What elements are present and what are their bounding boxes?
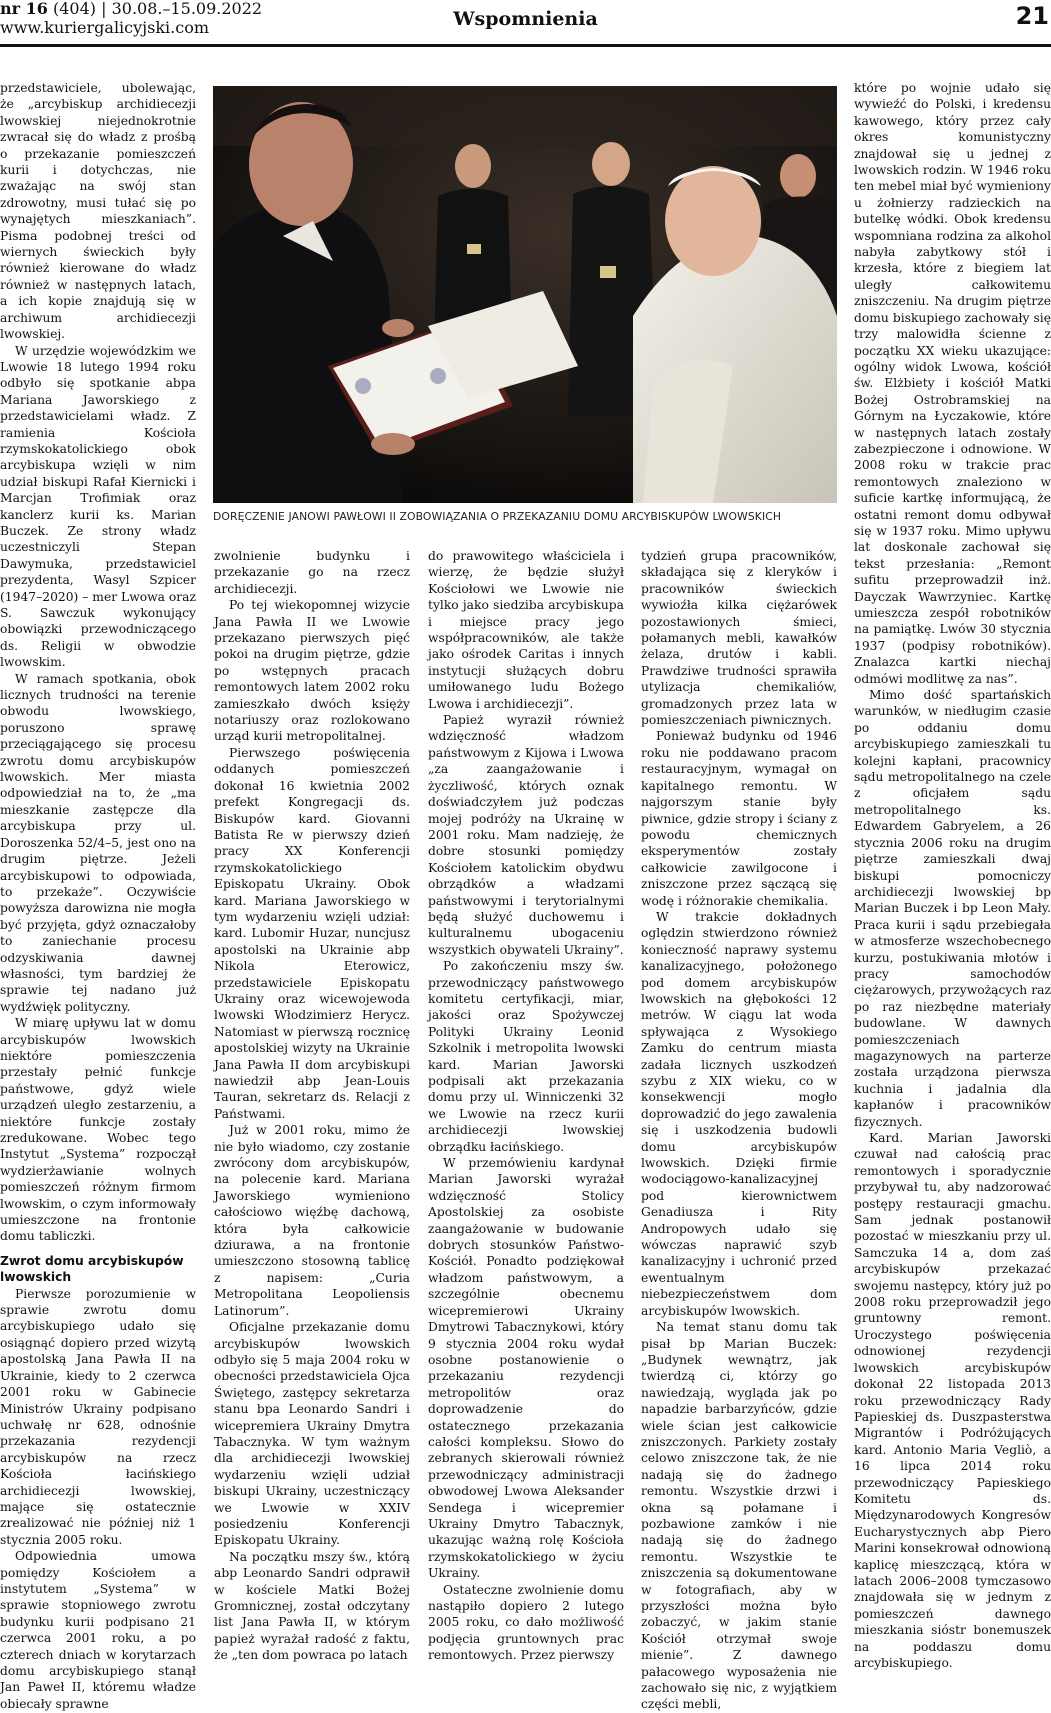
- paragraph: Mimo dość spartańskich warunków, w niedługim czasie po oddaniu domu arcybiskupiego zamieszkali tu kolejni kapłani, pracownicy sądu metropolitalnego na czele z oficjałem sądu metropolitalnego ks. Edwardem Gabryelem, a 26 stycznia 2006 roku na drugim piętrze zamieszkali dwaj biskupi pomocniczy archidiecezji lwowskiej bp Marian Buczek i bp Leon Mały. Praca kurii i sądu przebiegała w atmosferze wszechobecnego kurzu, postukiwania młotów i pracy samochodów ciężarowych, przywożących raz po raz niezbędne materiały budowlane. W dawnych pomieszczeniach magazynowych na parterze została urządzona pierwsza kuchnia i jadalnia dla kapłanów i pracowników fizycznych.: [854, 688, 1051, 1129]
- paragraph: Po zakończeniu mszy św. przewodniczący państwowego komitetu certyfikacji, miar, jakości oraz Spożywczej Polityki Ukrainy Leonid Szkolnik i metropolita lwowski kard. Marian Jaworski podpisali akt przekazania domu przy ul. Winniczenki 32 we Lwowie na rzecz kurii archidiecezji lwowskiej obrządku łacińskiego.: [428, 959, 624, 1154]
- paragraph: Pierwszego poświęcenia oddanych pomieszczeń dokonał 16 kwietnia 2002 prefekt Kongregacji ds. Biskupów kard. Giovanni Batista Re w pierwszy dzień pracy XX Konferencji rzymskokatolickiego Episkopatu Ukrainy. Obok kard. Mariana Jaworskiego w tym wydarzeniu wzięli udział: kard. Lubomir Huzar, nuncjusz apostolski na Ukrainie abp Nikola Eterowicz, przedstawiciele Episkopatu Ukrainy oraz wicewojewoda lwowski Włodzimierz Herycz. Natomiast w pierwszą rocznicę apostolskiej wizyty na Ukrainie Jana Pawła II dom arcybiskupi nawiedził abp Jean-Louis Tauran, sekretarz ds. Relacji z Państwami.: [214, 745, 410, 1121]
- text-column-5: [854, 80, 1051, 1670]
- paragraph: W przemówieniu kardynał Marian Jaworski wyrażał wdzięczność Stolicy Apostolskiej za osobiste zaangażowanie w budowanie dobrych stosunków Państwo-Kościół. Ponadto podziękował władzom państwowym, a szczególnie obecnemu wicepremierowi Ukrainy Dmytrowi Tabacznykowi, który 9 stycznia 2004 roku wydał osobne postanowienie o przekazaniu rezydencji metropolitów oraz doprowadzenie do ostatecznego przekazania całości kompleksu. Słowo do zebranych skierowali również przewodniczący administracji obwodowej Lwowa Aleksander Sendega i wicepremier Ukrainy Dmytro Tabacznyk, ukazując ważną rolę Kościoła rzymskokatolickiego w życiu Ukrainy.: [428, 1156, 624, 1581]
- header-rule: [0, 44, 1051, 47]
- paragraph: które po wojnie udało się wywieźć do Polski, i kredensu kawowego, który przez cały okres komunistyczny znajdował się u jednej z lwowskich rodzin. W 1946 roku ten mebel miał być wymieniony u żołnierzy radzieckich na butelkę wódki. Obok kredensu wspomniana rodzina za alkohol nabyła zabytkowy stół i krzesła, które z biegiem lat uległy całkowitemu zniszczeniu. Na drugim piętrze domu biskupiego zachowały się trzy malowidła ścienne z początku XX wieku ukazujące: ogólny widok Lwowa, kościół św. Elżbiety i kościół Matki Bożej Ostrobramskiej na Górnym na Łyczakowie, które w następnych latach zostały zabezpieczone i odnowione. W 2008 roku w trakcie prac remontowych znaleziono w suficie kartkę informującą, że ostatni remont domu odbywał się w 1937 roku. Mimo upływu lat doskonale zachował się tekst przesłania: „Remont sufitu przeprowadził inż. Dayczak Wawrzyniec. Kartkę umieszcza zespół robotników na pamiątkę. Lwów 30 stycznia 1937 (podpisy robotników). Znalazca kartki niechaj odmówi modlitwę za nas”.: [854, 81, 1051, 686]
- paragraph: Odpowiednia umowa pomiędzy Kościołem a instytutem „Systema” w sprawie stopniowego zwrotu budynku kurii podpisano 21 czerwca 2001 roku, a po czterech dniach w korytarzach domu arcybiskupiego stanął Jan Paweł II, któremu władze obiecały sprawne: [0, 1549, 196, 1711]
- paragraph: Kard. Marian Jaworski czuwał nad całością prac remontowych i sporadycznie przybywał tu, aby nadzorować postępy restauracji gmachu. Sam jednak postanowił pozostać w mieszkaniu przy ul. Samczuka 14 a, dom zaś arcybiskupów przekazać swojemu następcy, który już po 2008 roku przeprowadził jego gruntowny remont. Uroczystego poświęcenia odnowionej rezydencji lwowskich arcybiskupów dokonał 22 listopada 2013 roku przewodniczący Rady Papieskiej ds. Duszpasterstwa Migrantów i Podróżujących kard. Antonio Maria Vegliò, a 16 lipca 2014 roku przewodniczący Papieskiego Komitetu ds. Międzynarodowych Kongresów Eucharystycznych abp Piero Marini konsekrował odnowioną kaplicę mieszczącą, która w latach 2006–2008 tymczasowo znajdowała się w jednym z pomieszczeń dawnego mieszkania sióstr bonemuszek na poddaszu domu arcybiskupiego.: [854, 1131, 1051, 1670]
- text-column-4: [641, 548, 837, 1712]
- paragraph: Pierwsze porozumienie w sprawie zwrotu domu arcybiskupiego udało się osiągnąć dopiero przed wizytą apostolską Jana Pawła II na Ukrainie, kiedy to 2 czerwca 2001 roku w Gabinecie Ministrów Ukrainy podpisano uchwałę nr 628, odnośnie przekazania rezydencji arcybiskupów na rzecz Kościoła łacińskiego archidiecezji lwowskiej, mające się ostatecznie zrealizować nie później niż 1 stycznia 2005 roku.: [0, 1286, 196, 1547]
- text-column-1: [0, 80, 196, 1711]
- paragraph: W ramach spotkania, obok licznych trudności na terenie obwodu lwowskiego, poruszono sprawę przeciągającego się procesu zwrotu domu arcybiskupów lwowskich. Mer miasta odpowiedział na to, że „ma mieszkanie zastępcze dla arcybiskupa przy ul. Doroszenka 52/4–5, jest ono na drugim piętrze. Jeżeli arcybiskupowi to odpowiada, to przekaże”. Oczywiście powyższa darowizna nie mogła być przyjęta, gdyż oznaczałoby to zaniechanie procesu odzyskiwania dawnej własności, tym bardziej że sprawie tej nadano już wydźwięk polityczny.: [0, 671, 196, 1014]
- paragraph: przedstawiciele, ubolewając, że „arcybiskup archidiecezji lwowskiej niejednokrotnie zwracał się do władz z prośbą o przekazanie pomieszczeń kurii i dotychczas, nie zważając na swój stan zdrowotny, musi tułać się po wynajętych mieszkaniach”. Pisma podobnej treści od wiernych świeckich były również kierowane do władz również w następnych latach, a ich kopie znajdują się w archiwum archidiecezji lwowskiej.: [0, 81, 196, 342]
- paragraph: Na temat stanu domu tak pisał bp Marian Buczek: „Budynek wewnątrz, jak twierdzą ci, którzy go nawiedzają, wygląda jak po napadzie barbarzyńców, gdzie wiele ścian jest całkowicie zniszczonych. Parkiety zostały celowo zniszczone tak, że nie nadają się do żadnego remontu. Wszystkie drzwi i okna są połamane i pozbawione zamków i nie nadają się do żadnego remontu. Wszystkie te zniszczenia są dokumentowane w fotografiach, aby w przyszłości można było zobaczyć, w jakim stanie Kościół otrzymał swoje mienie”. Z dawnego pałacowego wyposażenia nie zachowało się nic, z wyjątkiem części mebli,: [641, 1320, 837, 1712]
- text-column-2: [214, 548, 410, 1663]
- paragraph: Na początku mszy św., którą abp Leonardo Sandri odprawił w kościele Matki Bożej Gromnicznej, został odczytany list Jana Pawła II, w którym papież wyrażał radość z faktu, że „ten dom powraca po latach: [214, 1549, 410, 1663]
- website-link[interactable]: www.kuriergalicyjski.com: [0, 18, 210, 37]
- paragraph: Po tej wiekopomnej wizycie Jana Pawła II we Lwowie przekazano pierwszych pięć pokoi na drugim piętrze, gdzie po wstępnych pracach remontowych latem 2002 roku zamieszkało dwóch księży notariuszy oraz rozlokowano urząd kurii metropolitalnej.: [214, 598, 410, 744]
- paragraph: W urzędzie wojewódzkim we Lwowie 18 lutego 1994 roku odbyło się spotkanie abpa Mariana Jaworskiego z przedstawicielami władz. Z ramienia Kościoła rzymskokatolickiego obok arcybiskupa wzięli w nim udział biskupi Rafał Kiernicki i Marcjan Trofimiak oraz kanclerz kurii ks. Marian Buczek. Ze strony władz uczestniczyli Stepan Dawymuka, przedstawiciel prezydenta, Wasyl Szpicer (1947–2020) – mer Lwowa oraz S. Sawczuk wykonujący obowiązki przewodniczącego ds. Religii w obwodzie lwowskim.: [0, 343, 196, 670]
- paragraph: Już w 2001 roku, mimo że nie było wiadomo, czy zostanie zwrócony dom arcybiskupów, na polecenie kard. Mariana Jaworskiego wymieniono całościowo więźbę dachową, która była całkowicie dziurawa, a na frontonie umieszczono stosowną tablicę z napisem: „Curia Metropolitana Leopoliensis Latinorum”.: [214, 1123, 410, 1318]
- paragraph: Oficjalne przekazanie domu arcybiskupów lwowskich odbyło się 5 maja 2004 roku w obecności przedstawiciela Ojca Świętego, zastępcy sekretarza stanu bpa Leonardo Sandri i wicepremiera Ukrainy Dmytra Tabacznyka. W tym ważnym dla archidiecezji lwowskiej wydarzeniu wzięli udział biskupi Ukrainy, uczestniczący we Lwowie w XXIV posiedzeniu Konferencji Episkopatu Ukrainy.: [214, 1320, 410, 1548]
- photo-caption: DORĘCZENIE JANOWI PAWŁOWI II ZOBOWIĄZANIA O PRZEKAZANIU DOMU ARCYBISKUPÓW LWOWSKICH: [213, 510, 782, 523]
- subheading: Zwrot domu arcybiskupów lwowskich: [0, 1253, 184, 1285]
- issue-dates: (404) | 30.08.–15.09.2022: [47, 0, 263, 18]
- paragraph: do prawowitego właściciela i wierzę, że będzie służył Kościołowi we Lwowie nie tylko jako siedziba arcybiskupa i miejsce pracy jego współpracowników, ale także jako ośrodek Caritas i innych instytucji służących dobru umiłowanego ludu Bożego Lwowa i archidiecezji”.: [428, 549, 624, 711]
- news-photo: [213, 86, 837, 503]
- paragraph: zwolnienie budynku i przekazanie go na rzecz archidiecezji.: [214, 549, 410, 596]
- paragraph: Ponieważ budynku od 1946 roku nie poddawano pracom restauracyjnym, wymagał on kapitalnego remontu. W najgorszym stanie były piwnice, gdzie stropy i ściany z powodu chemicznych eksperymentów zostały całkowicie zawilgocone i zniszczone przez sączącą się wodę i różnorakie chemikalia.: [641, 729, 837, 908]
- paragraph: Papież wyraził również wdzięczność władzom państwowym z Kijowa i Lwowa „za zaangażowanie i życzliwość, których oznak doświadczyłem już podczas mojej podróży na Ukrainę w 2001 roku. Mam nadzieję, że dobre stosunki pomiędzy Kościołem katolickim obydwu obrządków a władzami państwowymi i terytorialnymi będą służyć duchowemu i kulturalnemu ubogaceniu wszystkich obywateli Ukrainy”.: [428, 713, 624, 957]
- paragraph: Ostateczne zwolnienie domu nastąpiło dopiero 2 lutego 2005 roku, co dało możliwość podjęcia gruntownych prac remontowych. Przez pierwszy: [428, 1582, 624, 1663]
- page-header: [0, 0, 1051, 46]
- page-number: 21: [1015, 2, 1049, 30]
- issue-number: nr 16: [0, 0, 48, 18]
- text-column-3: [428, 548, 624, 1663]
- paragraph: W miarę upływu lat w domu arcybiskupów lwowskich niektóre pomieszczenia przestały pełnić funkcje państwowe, gdyż wiele urządzeń uległo zestarzeniu, a niektóre funkcje zostały zredukowane. Wobec tego Instytut „Systema” rozpoczął wydzierżawianie wolnych pomieszczeń różnym firmom lwowskim, o czym informowały umieszczone na frontonie domu tabliczki.: [0, 1016, 196, 1244]
- paragraph: W trakcie dokładnych oględzin stwierdzono również konieczność naprawy systemu kanalizacyjnego, położonego pod domem arcybiskupów lwowskich na głębokości 12 metrów. W ciągu lat woda spływająca z Wysokiego Zamku do centrum miasta zadała licznych uszkodzeń szybu z XIX wieku, co w konsekwencji mogło doprowadzić do jego zawalenia się i uszkodzenia budowli domu arcybiskupów lwowskich. Dzięki firmie wodociągowo-kanalizacyjnej pod kierownictwem Genadiusza i Rity Andropowych udało się wówczas naprawić szyb kanalizacyjny i uchronić przed ewentualnym niebezpieczeństwem dom arcybiskupów lwowskich.: [641, 909, 837, 1318]
- photo-illustration: [213, 86, 837, 503]
- paragraph: tydzień grupa pracowników, składająca się z kleryków i pracowników świeckich wywioźła kilka ciężarówek pozostawionych śmieci, połamanych mebli, kawałków żelaza, drutów i kabli. Prawdziwe trudności sprawiła utylizacja chemikaliów, gromadzonych przez lata w pomieszczeniach piwnicznych.: [641, 549, 837, 728]
- section-title: Wspomnienia: [453, 8, 598, 30]
